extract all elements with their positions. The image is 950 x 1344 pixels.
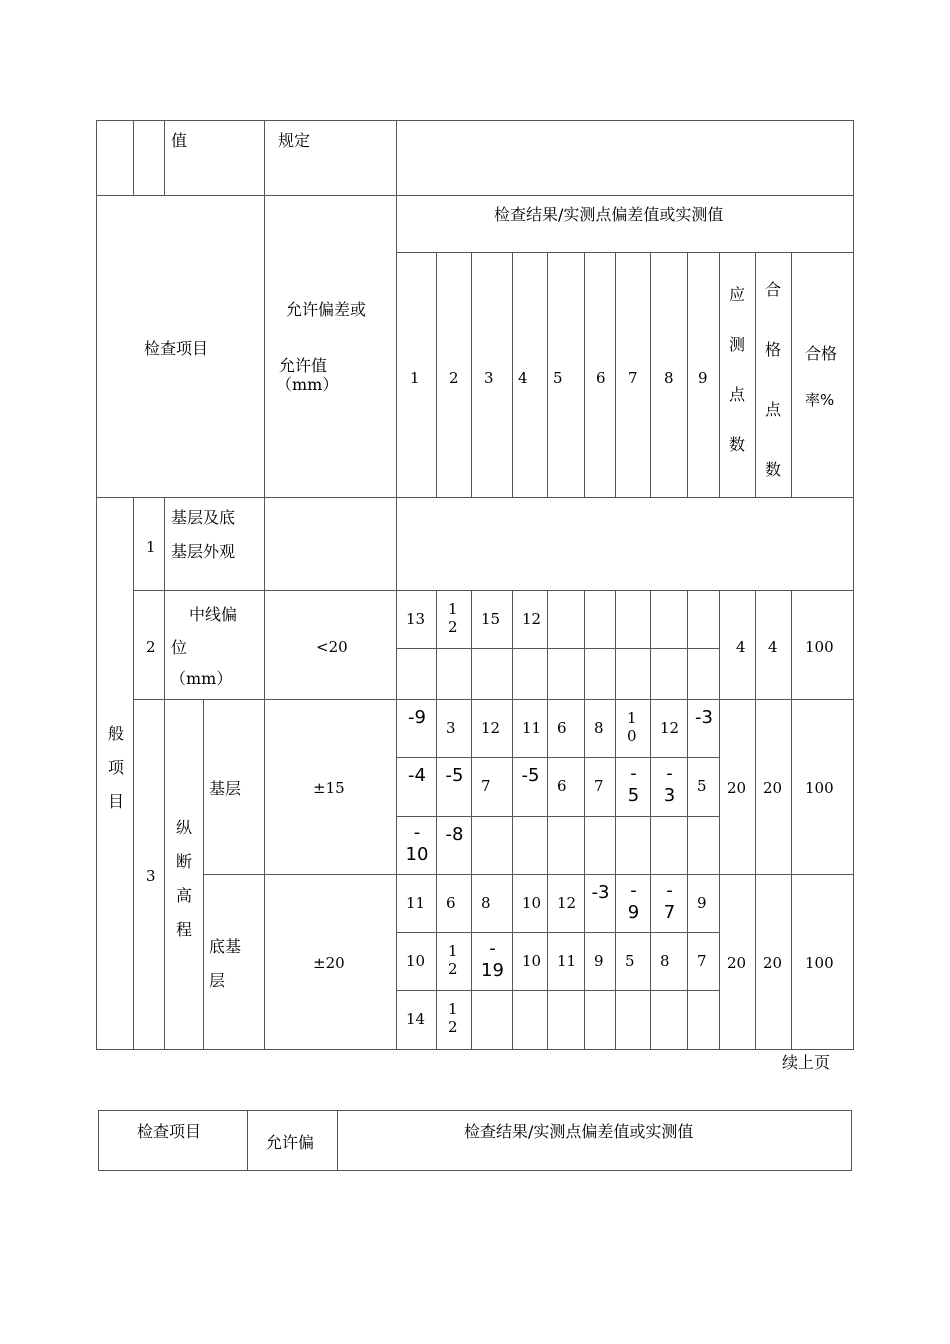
tolerance-header-line2: 允许值 — [279, 356, 328, 375]
col-header-9: 9 — [698, 369, 708, 387]
measurement-cell: 8 — [481, 894, 491, 912]
measurement-cell: 3 — [446, 719, 456, 737]
row3-name: 纵 断 高 程 — [175, 818, 192, 939]
measurement-cell: 11 — [406, 894, 426, 912]
measurement-cell: 5 — [625, 952, 635, 970]
measurement-cell: - 10 — [405, 822, 429, 865]
measurement-cell: 6 — [557, 719, 567, 737]
subbase-label-1: 底基 — [209, 937, 242, 956]
value-label: 值 — [171, 131, 188, 150]
measurement-cell: 14 — [406, 1010, 426, 1028]
measurement-cell: -3 — [695, 707, 713, 728]
measurement-cell: 11 — [522, 719, 542, 737]
measurement-cell: 10 — [522, 952, 542, 970]
pass-count-header: 合 格 点 数 — [764, 280, 781, 479]
base-label: 基层 — [209, 779, 242, 798]
measurement-cell: 5 — [697, 777, 707, 795]
row2-number: 2 — [146, 638, 156, 656]
continued-label: 续上页 — [782, 1053, 831, 1072]
tolerance-header-line1: 允许偏差或 — [286, 300, 367, 319]
row1-name-2: 基层外观 — [171, 542, 236, 561]
measurement-cell: -8 — [445, 824, 464, 845]
measurement-cell: 13 — [406, 610, 426, 628]
measurement-cell: - 7 — [663, 880, 676, 923]
col-header-1: 1 — [410, 369, 420, 387]
measurement-cell: - 5 — [627, 763, 640, 806]
table2-tolerance-header: 允许偏 — [266, 1133, 315, 1152]
pass-rate-header-2: 率% — [805, 391, 835, 409]
measurement-cell: -5 — [445, 765, 464, 786]
subbase-rate: 100 — [805, 954, 834, 972]
subbase-pass: 20 — [763, 954, 783, 972]
measurement-cell: - 9 — [627, 880, 640, 923]
row2-should: 4 — [736, 638, 746, 656]
measurement-cell: 12 — [522, 610, 542, 628]
rule-label: 规定 — [278, 131, 311, 150]
col-header-7: 7 — [628, 369, 638, 387]
measurement-cell: 12 — [481, 719, 501, 737]
col-header-6: 6 — [596, 369, 606, 387]
measurement-cell: -4 — [408, 765, 426, 786]
measurement-cell: 10 — [522, 894, 542, 912]
row2-rate: 100 — [805, 638, 834, 656]
col-header-8: 8 — [664, 369, 674, 387]
row2-tolerance: <20 — [316, 638, 348, 656]
subbase-tolerance: ±20 — [313, 954, 345, 972]
measurement-cell: 1 0 — [627, 709, 637, 745]
row2-name-1: 中线偏 — [189, 605, 238, 624]
check-item-header: 检查项目 — [144, 339, 209, 358]
measurement-cell: 12 — [660, 719, 680, 737]
measurement-cell: 1 2 — [448, 1000, 458, 1036]
measurement-cell: 12 — [557, 894, 577, 912]
row2-name-3: （mm） — [170, 669, 233, 688]
measurement-cell: - 3 — [663, 763, 676, 806]
should-count-header: 应 测 点 数 — [728, 285, 745, 454]
table2-results-header: 检查结果/实测点偏差值或实测值 — [464, 1122, 694, 1141]
base-should: 20 — [727, 779, 747, 797]
col-header-4: 4 — [518, 369, 528, 387]
measurement-cell: 8 — [660, 952, 670, 970]
measurement-cell: 9 — [697, 894, 707, 912]
measurement-cell: 8 — [594, 719, 604, 737]
pass-rate-header-1: 合格 — [805, 344, 838, 363]
row2-name-2: 位 — [171, 638, 188, 657]
measurement-cell: - 19 — [481, 938, 504, 981]
measurement-cell: 10 — [406, 952, 426, 970]
measurement-cell: 15 — [481, 610, 501, 628]
measurement-cell: 7 — [697, 952, 707, 970]
row1-number: 1 — [146, 538, 156, 556]
measurement-cell: 7 — [481, 777, 491, 795]
row3-number: 3 — [146, 867, 156, 885]
subbase-should: 20 — [727, 954, 747, 972]
col-header-2: 2 — [449, 369, 459, 387]
measurement-cell: 1 2 — [448, 600, 458, 636]
base-tolerance: ±15 — [313, 779, 345, 797]
col-header-5: 5 — [553, 369, 563, 387]
row1-name-1: 基层及底 — [171, 508, 236, 527]
measurement-cell: 6 — [446, 894, 456, 912]
measurement-cell: 6 — [557, 777, 567, 795]
group-label: 般 项 目 — [107, 724, 124, 811]
measurement-cell: 7 — [594, 777, 604, 795]
measurement-cell: -9 — [408, 707, 426, 728]
measurement-cell: 9 — [594, 952, 604, 970]
measurement-cell: 11 — [557, 952, 577, 970]
base-pass: 20 — [763, 779, 783, 797]
measurement-cell: 1 2 — [448, 942, 458, 978]
results-header: 检查结果/实测点偏差值或实测值 — [494, 205, 724, 224]
tolerance-header-unit: （mm） — [276, 375, 339, 394]
measurement-cell: -3 — [591, 882, 610, 903]
subbase-label-2: 层 — [209, 971, 226, 990]
table2-item-header: 检查项目 — [137, 1122, 202, 1141]
row2-pass: 4 — [768, 638, 778, 656]
measurement-cell: -5 — [521, 765, 540, 786]
base-rate: 100 — [805, 779, 834, 797]
col-header-3: 3 — [484, 369, 494, 387]
